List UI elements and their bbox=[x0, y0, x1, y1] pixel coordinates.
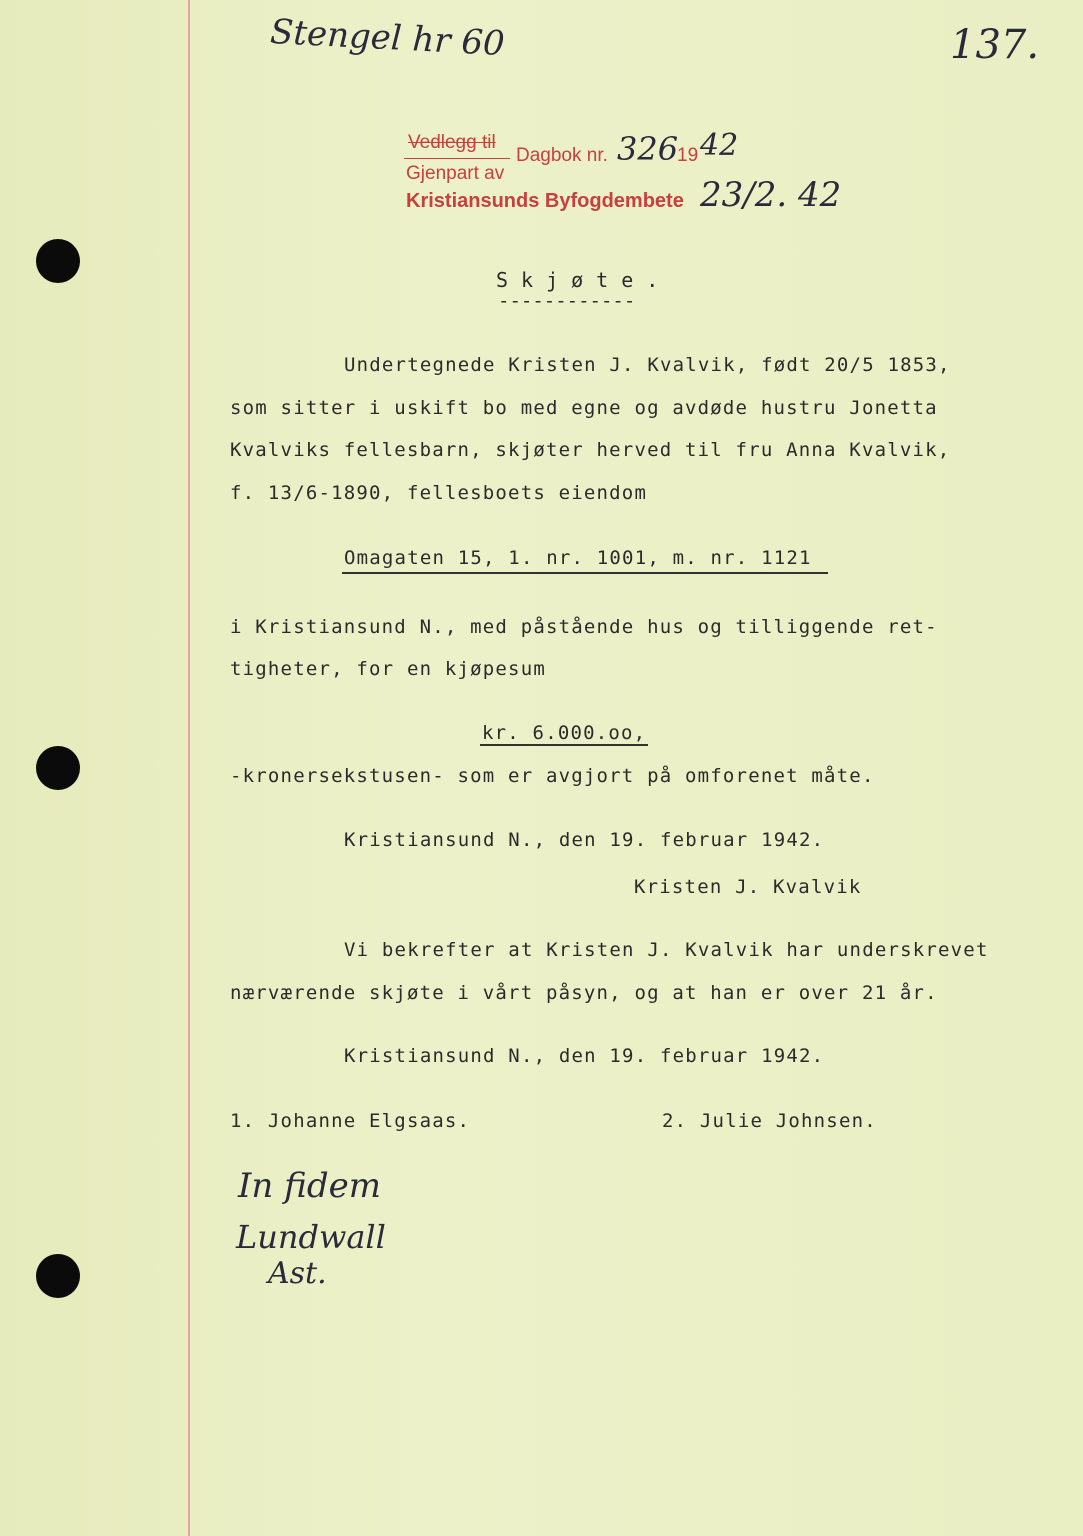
stamp-year-prefix: 19 bbox=[677, 145, 699, 166]
purchase-amount: kr. 6.000.oo, bbox=[482, 722, 647, 744]
body-line: nærværende skjøte i vårt påsyn, og at han er over 21 år. bbox=[230, 982, 938, 1004]
property-underline bbox=[342, 572, 828, 574]
stamp-date-handwritten: 23/2. 42 bbox=[700, 175, 842, 215]
stamp-year-handwritten: 42 bbox=[700, 128, 739, 163]
amount-in-words: -kronersekstusen- som er avgjort på omforenet måte. bbox=[230, 765, 875, 787]
body-line: tigheter, for en kjøpesum bbox=[230, 658, 546, 680]
attestation-line: In fidem bbox=[238, 1166, 381, 1206]
body-line: Vi bekrefter at Kristen J. Kvalvik har underskrevet bbox=[344, 939, 989, 961]
stamp-dagbok-label: Dagbok nr. bbox=[516, 145, 608, 166]
signer-name: Kristen J. Kvalvik bbox=[634, 876, 862, 898]
body-line: Undertegnede Kristen J. Kvalvik, født 20/5 1853, bbox=[344, 354, 951, 376]
place-date: Kristiansund N., den 19. februar 1942. bbox=[344, 1045, 825, 1067]
margin-rule bbox=[188, 0, 190, 1536]
body-line: i Kristiansund N., med påstående hus og tilliggende ret- bbox=[230, 616, 938, 638]
attestation-title: Ast. bbox=[268, 1256, 327, 1291]
body-line: f. 13/6-1890, fellesboets eiendom bbox=[230, 482, 648, 504]
attestation-signature: Lundwall bbox=[236, 1218, 386, 1256]
stamp-office: Kristiansunds Byfogdembete bbox=[406, 190, 684, 212]
property-designation: Omagaten 15, 1. nr. 1001, m. nr. 1121 bbox=[344, 547, 812, 569]
stamp-dagbok-number: 326 bbox=[617, 130, 679, 168]
margin-note: Stengel hr 60 bbox=[269, 11, 506, 65]
stamp-vedlegg: Vedlegg til bbox=[408, 132, 496, 153]
body-line: Kvalviks fellesbarn, skjøter herved til fru Anna Kvalvik, bbox=[230, 439, 951, 461]
page-number: 137. bbox=[950, 22, 1040, 68]
stamp-rule bbox=[404, 158, 510, 159]
punch-hole-top bbox=[36, 239, 80, 283]
stamp-gjenpart: Gjenpart av bbox=[406, 163, 505, 184]
place-date: Kristiansund N., den 19. februar 1942. bbox=[344, 829, 825, 851]
document-title: Skjøte. bbox=[496, 268, 672, 292]
punch-hole-bottom bbox=[36, 1254, 80, 1298]
witness-2: 2. Julie Johnsen. bbox=[662, 1110, 877, 1132]
title-rule: ------------ bbox=[498, 290, 636, 312]
amount-underline bbox=[480, 744, 648, 746]
body-line: som sitter i uskift bo med egne og avdøde hustru Jonetta bbox=[230, 397, 938, 419]
punch-hole-middle bbox=[36, 746, 80, 790]
witness-1: 1. Johanne Elgsaas. bbox=[230, 1110, 471, 1132]
